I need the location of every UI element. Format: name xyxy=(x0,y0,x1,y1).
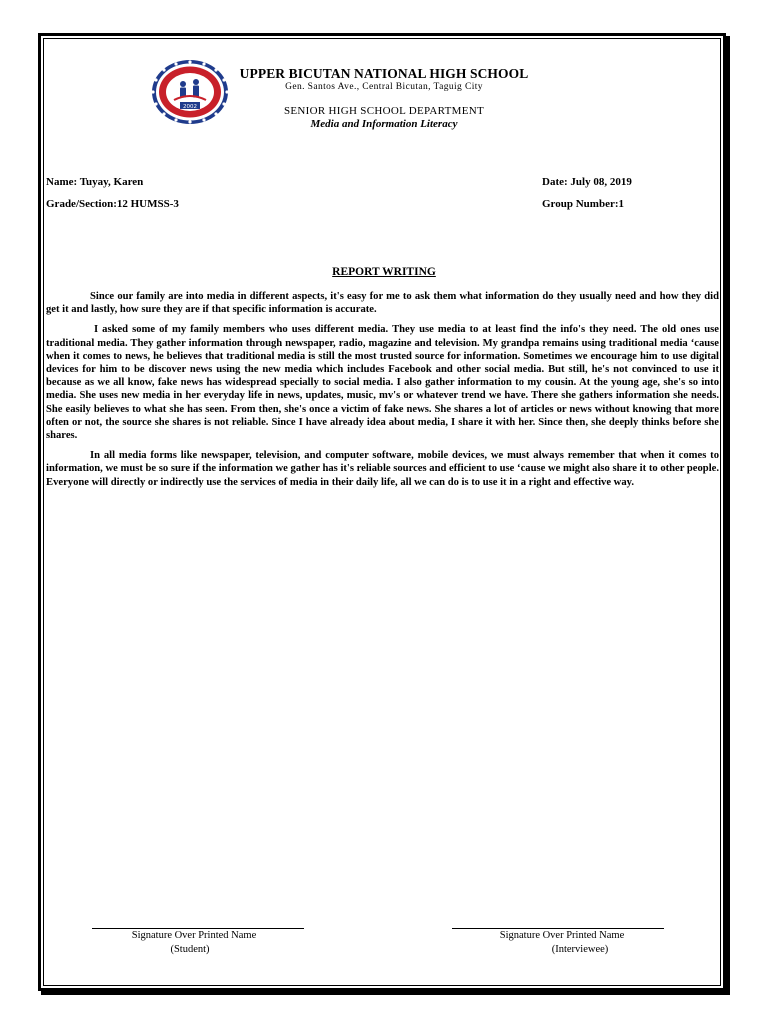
interviewee-signature-line xyxy=(452,928,664,929)
paragraph: Since our family are into media in different aspects, it's easy for me to ask them what information do they usually need and how they did get it and lastly, how sure they are if that specific information is accurate. xyxy=(46,291,719,316)
report-body xyxy=(46,290,719,496)
subject-name: Media and Information Literacy xyxy=(310,118,458,130)
seal-year: 2002 xyxy=(183,104,197,110)
student-signature-line xyxy=(92,928,304,929)
page-border-shadow-right xyxy=(726,36,730,994)
student-role-label: (Student) xyxy=(170,944,210,955)
document-header xyxy=(234,66,534,130)
student-name: Name: Tuyay, Karen xyxy=(46,176,144,188)
school-address: Gen. Santos Ave., Central Bicutan, Taguig City xyxy=(285,82,483,92)
paragraph: In all media forms like newspaper, television, and computer software, mobile devices, we must always remember that when it comes to information, we must be so sure if the information we gather has it's reliable sources and efficient to use ‘cause we might also share it to other people. Everyone will directly or indirectly use the services of media in their daily life, all we can do is to use it in a right and effective way. xyxy=(46,450,719,488)
grade-section: Grade/Section:12 HUMSS-3 xyxy=(46,198,179,210)
department-name: SENIOR HIGH SCHOOL DEPARTMENT xyxy=(283,105,485,117)
school-seal-icon xyxy=(150,58,230,126)
school-name: UPPER BICUTAN NATIONAL HIGH SCHOOL xyxy=(239,66,529,81)
student-signature-caption: Signature Over Printed Name xyxy=(131,930,257,941)
interviewee-role-label: (Interviewee) xyxy=(551,944,609,955)
report-title: REPORT WRITING xyxy=(332,266,436,278)
report-date: Date: July 08, 2019 xyxy=(542,176,632,188)
interviewee-signature-caption: Signature Over Printed Name xyxy=(499,930,625,941)
group-number: Group Number:1 xyxy=(542,198,624,210)
page-border-shadow-bottom xyxy=(41,991,730,995)
paragraph: I asked some of my family members who uses different media. They use media to at least find the info's they need. The old ones use traditional media. They gather information through newspaper, radio, magazine and television. My grandpa remains using traditional media ‘cause when it comes to news, he believes that traditional media is still the most trusted source for information. Sometimes we encourage him to use digital devices for him to be discover news using the new media which includes Facebook and other social media. But still, he's not convinced to use it because as we all know, fake news has widespread specially to social media. I also gather information to my cousin. At the young age, she's so into media. She uses new media in her everyday life in news, updates, music, mv's or whatever trend we have. There she gathers information she needs. She easily believes to what she has seen. From then, she's once a victim of fake news. She shares a lot of articles or news without knowing that more often or not, the source she shares is not reliable. Since I have already idea about media, I share it with her. Since then, she deeply thinks before she shares. xyxy=(46,324,719,442)
